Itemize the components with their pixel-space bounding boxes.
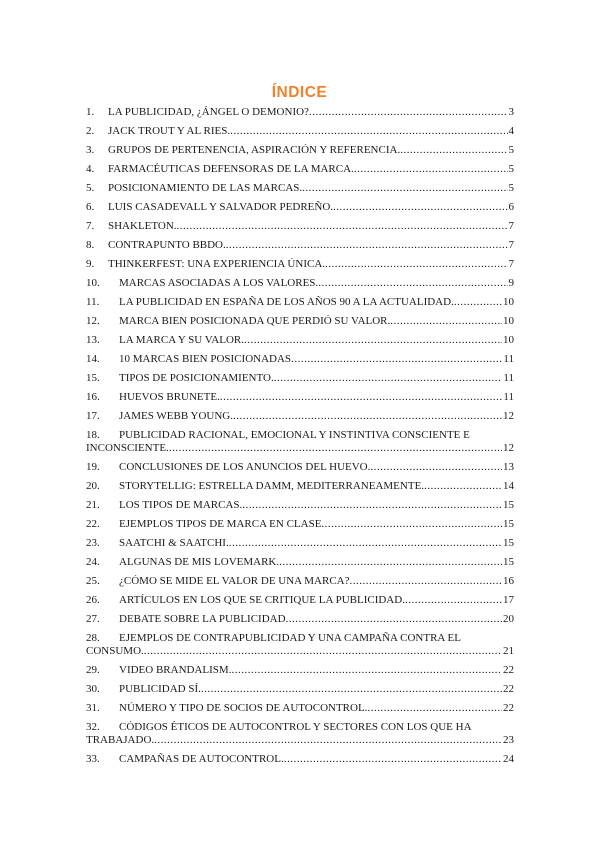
dot-leader: [177, 220, 508, 233]
entry-page-number: 22: [503, 702, 514, 714]
entry-title: THINKERFEST: UNA EXPERIENCIA ÚNICA.: [108, 258, 326, 270]
entry-page-number: 9: [508, 277, 514, 289]
entry-title: JAMES WEBB YOUNG.: [119, 410, 233, 422]
entry-title: NÚMERO Y TIPO DE SOCIOS DE AUTOCONTROL.: [119, 702, 368, 714]
entry-page-number: 7: [508, 258, 514, 270]
toc-entry[interactable]: [86, 575, 514, 594]
toc-entry[interactable]: [86, 125, 514, 144]
entry-title: HUEVOS BRUNETE.: [119, 391, 220, 403]
entry-number: 30.: [86, 683, 100, 695]
entry-number: 24.: [86, 556, 100, 568]
dot-leader: [370, 461, 502, 474]
entry-title: LA MARCA Y SU VALOR.: [119, 334, 245, 346]
entry-number: 26.: [86, 594, 100, 606]
dot-leader: [233, 410, 502, 423]
dot-leader: [220, 391, 503, 404]
dot-leader: [242, 499, 502, 512]
toc-entry[interactable]: [86, 702, 514, 721]
entry-page-number: 12: [503, 442, 514, 454]
toc-entry[interactable]: [86, 518, 514, 537]
entry-page-number: 12: [503, 410, 514, 422]
entry-number: 4.: [86, 163, 95, 175]
toc-entry[interactable]: [86, 410, 514, 429]
entry-page-number: 23: [503, 734, 514, 746]
entry-number: 14.: [86, 353, 100, 365]
toc-entry[interactable]: [86, 556, 514, 575]
dot-leader: [284, 753, 502, 766]
toc-entry[interactable]: [86, 353, 514, 372]
entry-number: 27.: [86, 613, 100, 625]
entry-number: 17.: [86, 410, 100, 422]
entry-number: 10.: [86, 277, 100, 289]
entry-title: MARCAS ASOCIADAS A LOS VALORES.: [119, 277, 319, 289]
entry-number: 8.: [86, 239, 95, 251]
entry-page-number: 10: [503, 296, 514, 308]
entry-number: 32.: [86, 721, 100, 733]
entry-page-number: 7: [508, 239, 514, 251]
entry-page-number: 6: [508, 201, 514, 213]
entry-title-continued: TRABAJADO.: [86, 734, 155, 746]
entry-number: 18.: [86, 429, 100, 441]
toc-entry[interactable]: [86, 277, 514, 296]
entry-number: 22.: [86, 518, 100, 530]
entry-title: CONCLUSIONES DE LOS ANUNCIOS DEL HUEVO.: [119, 461, 371, 473]
dot-leader: [286, 613, 502, 626]
entry-page-number: 14: [503, 480, 514, 492]
toc-entry[interactable]: [86, 721, 514, 753]
entry-title: CÓDIGOS ÉTICOS DE AUTOCONTROL Y SECTORES CON LOS QUE HA: [119, 721, 472, 733]
toc-entry[interactable]: [86, 296, 514, 315]
dot-leader: [144, 645, 502, 658]
index-title: ÍNDICE: [271, 84, 328, 101]
entry-title: ¿CÓMO SE MIDE EL VALOR DE UNA MARCA?: [119, 575, 350, 587]
entry-title: ARTÍCULOS EN LOS QUE SE CRITIQUE LA PUBLICIDAD.: [119, 594, 405, 606]
entry-number: 5.: [86, 182, 95, 194]
entry-number: 11.: [86, 296, 100, 308]
toc-entry[interactable]: [86, 499, 514, 518]
dot-leader: [309, 106, 508, 119]
dot-leader: [400, 144, 507, 157]
table-of-contents: [86, 106, 514, 772]
entry-title: MARCA BIEN POSICIONADA QUE PERDIÓ SU VALOR.: [119, 315, 391, 327]
entry-number: 12.: [86, 315, 100, 327]
dot-leader: [274, 372, 503, 385]
entry-page-number: 13: [503, 461, 514, 473]
entry-title: DEBATE SOBRE LA PUBLICIDAD: [119, 613, 286, 625]
entry-title: ALGUNAS DE MIS LOVEMARK.: [119, 556, 280, 568]
dot-leader: [201, 683, 502, 696]
toc-entry[interactable]: [86, 182, 514, 201]
entry-page-number: 3: [508, 106, 514, 118]
entry-page-number: 4: [508, 125, 514, 137]
toc-entry[interactable]: [86, 220, 514, 239]
entry-number: 28.: [86, 632, 100, 644]
entry-title: LA PUBLICIDAD, ¿ÁNGEL O DEMONIO?: [108, 106, 309, 118]
entry-title: FARMACÉUTICAS DEFENSORAS DE LA MARCA.: [108, 163, 354, 175]
dot-leader: [321, 518, 502, 531]
toc-entry[interactable]: [86, 201, 514, 220]
toc-entry[interactable]: [86, 239, 514, 258]
toc-entry[interactable]: [86, 632, 514, 664]
dot-leader: [333, 201, 507, 214]
entry-page-number: 5: [508, 144, 514, 156]
entry-title: TIPOS DE POSICIONAMIENTO.: [119, 372, 274, 384]
toc-entry[interactable]: [86, 315, 514, 334]
entry-page-number: 15: [503, 537, 514, 549]
dot-leader: [244, 334, 502, 347]
entry-page-number: 15: [503, 518, 514, 530]
entry-title: SAATCHI & SAATCHI.: [119, 537, 229, 549]
dot-leader: [325, 258, 507, 271]
entry-title: CAMPAÑAS DE AUTOCONTROL.: [119, 753, 284, 765]
entry-title: LUIS CASADEVALL Y SALVADOR PEDREÑO.: [108, 201, 334, 213]
entry-number: 2.: [86, 125, 95, 137]
entry-page-number: 15: [503, 499, 514, 511]
entry-page-number: 22: [503, 664, 514, 676]
entry-number: 16.: [86, 391, 100, 403]
entry-page-number: 7: [508, 220, 514, 232]
entry-page-number: 21: [503, 645, 514, 657]
dot-leader: [231, 664, 502, 677]
entry-page-number: 16: [503, 575, 514, 587]
entry-number: 33.: [86, 753, 100, 765]
dot-leader: [230, 125, 507, 138]
dot-leader: [367, 702, 502, 715]
entry-number: 13.: [86, 334, 100, 346]
dot-leader: [318, 277, 507, 290]
dot-leader: [291, 353, 502, 366]
dot-leader: [226, 239, 508, 252]
entry-title-continued: CONSUMO.: [86, 645, 144, 657]
entry-title: CONTRAPUNTO BBDO.: [108, 239, 226, 251]
entry-title: LOS TIPOS DE MARCAS.: [119, 499, 243, 511]
entry-title: GRUPOS DE PERTENENCIA, ASPIRACIÓN Y REFERENCIA.: [108, 144, 401, 156]
dot-leader: [229, 537, 502, 550]
toc-entry[interactable]: [86, 461, 514, 480]
entry-page-number: 11: [503, 391, 514, 403]
entry-title: PUBLICIDAD SÍ.: [119, 683, 201, 695]
dot-leader: [390, 315, 502, 328]
entry-title: JACK TROUT Y AL RIES.: [108, 125, 231, 137]
dot-leader: [454, 296, 502, 309]
entry-number: 9.: [86, 258, 95, 270]
toc-entry[interactable]: [86, 163, 514, 182]
entry-page-number: 22: [503, 683, 514, 695]
entry-title: EJEMPLOS DE CONTRAPUBLICIDAD Y UNA CAMPAÑA CONTRA EL: [119, 632, 461, 644]
entry-page-number: 10: [503, 334, 514, 346]
toc-entry[interactable]: [86, 480, 514, 499]
entry-number: 29.: [86, 664, 100, 676]
entry-page-number: 11: [503, 372, 514, 384]
entry-title: 10 MARCAS BIEN POSICIONADAS: [119, 353, 292, 365]
entry-title-continued: INCONSCIENTE.: [86, 442, 169, 454]
entry-title: STORYTELLIG: ESTRELLA DAMM, MEDITERRANEAMENTE.: [119, 480, 425, 492]
toc-entry[interactable]: [86, 429, 514, 461]
toc-entry[interactable]: [86, 594, 514, 613]
entry-title: POSICIONAMIENTO DE LAS MARCAS.: [108, 182, 303, 194]
toc-entry[interactable]: [86, 683, 514, 702]
toc-entry[interactable]: [86, 334, 514, 353]
toc-entry[interactable]: [86, 106, 514, 125]
entry-number: 21.: [86, 499, 100, 511]
toc-entry[interactable]: [86, 391, 514, 410]
toc-entry[interactable]: [86, 664, 514, 683]
entry-number: 3.: [86, 144, 95, 156]
toc-entry[interactable]: [86, 753, 514, 772]
entry-page-number: 11: [503, 353, 514, 365]
dot-leader: [302, 182, 507, 195]
entry-page-number: 20: [503, 613, 514, 625]
toc-entry[interactable]: [86, 258, 514, 277]
entry-page-number: 5: [508, 182, 514, 194]
toc-entry[interactable]: [86, 372, 514, 391]
dot-leader: [169, 442, 502, 455]
entry-title: PUBLICIDAD RACIONAL, EMOCIONAL Y INSTINTIVA CONSCIENTE E: [119, 429, 470, 441]
toc-entry[interactable]: [86, 537, 514, 556]
entry-number: 7.: [86, 220, 95, 232]
entry-page-number: 10: [503, 315, 514, 327]
dot-leader: [350, 575, 503, 588]
dot-leader: [405, 594, 502, 607]
entry-title: LA PUBLICIDAD EN ESPAÑA DE LOS AÑOS 90 A LA ACTUALIDAD.: [119, 296, 454, 308]
entry-title: SHAKLETON.: [108, 220, 177, 232]
dot-leader: [354, 163, 508, 176]
entry-number: 6.: [86, 201, 95, 213]
entry-number: 19.: [86, 461, 100, 473]
dot-leader: [424, 480, 502, 493]
entry-number: 15.: [86, 372, 100, 384]
entry-title: VIDEO BRANDALISM.: [119, 664, 232, 676]
entry-number: 1.: [86, 106, 95, 118]
toc-entry[interactable]: [86, 144, 514, 163]
dot-leader: [154, 734, 502, 747]
entry-page-number: 24: [503, 753, 514, 765]
entry-number: 25.: [86, 575, 100, 587]
entry-number: 31.: [86, 702, 100, 714]
entry-page-number: 15: [503, 556, 514, 568]
entry-number: 23.: [86, 537, 100, 549]
entry-page-number: 5: [508, 163, 514, 175]
entry-title: EJEMPLOS TIPOS DE MARCA EN CLASE: [119, 518, 322, 530]
toc-entry[interactable]: [86, 613, 514, 632]
entry-number: 20.: [86, 480, 100, 492]
dot-leader: [279, 556, 502, 569]
entry-page-number: 17: [503, 594, 514, 606]
